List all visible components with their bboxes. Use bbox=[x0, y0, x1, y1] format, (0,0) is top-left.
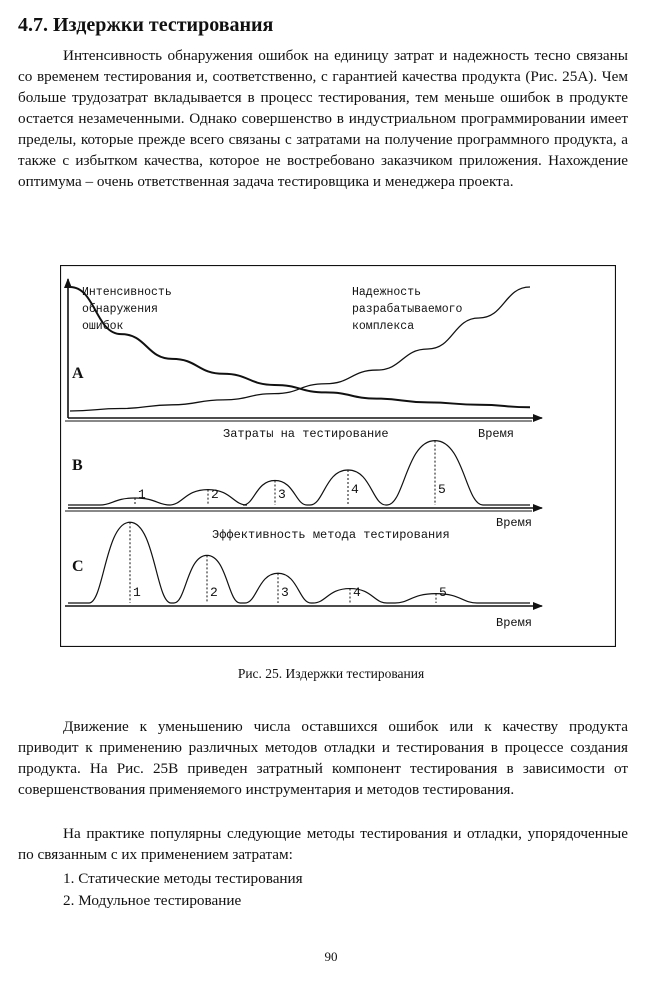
peak-number-label: 5 bbox=[439, 585, 447, 600]
panel-a bbox=[68, 279, 542, 418]
panel-c bbox=[65, 516, 542, 630]
intensity-label-3: ошибок bbox=[82, 320, 124, 333]
peak-number-label: 4 bbox=[351, 482, 359, 497]
reliability-label-2: разрабатываемого bbox=[352, 303, 463, 316]
peak-number-label: 4 bbox=[353, 585, 361, 600]
reliability-label-1: Надежность bbox=[352, 286, 422, 299]
paragraph-methods: Движение к уменьшению числа оставшихся ошибок или к качеству продукта приводит к применению различных методов отладки и тестирования в процессе создания продукта. На Рис. 25В приведен затратный компонент тестирования в зависимости от совершенствования применяемого инструментария и методов тестирования. bbox=[18, 718, 628, 798]
reliability-label-3: комплекса bbox=[352, 320, 415, 333]
costs-label: Затраты на тестирование bbox=[223, 427, 389, 441]
figure-caption: Рис. 25. Издержки тестирования bbox=[237, 666, 425, 681]
intensity-label-2: обнаружения bbox=[82, 303, 158, 316]
panel-c-time-label-top: Время bbox=[496, 516, 533, 530]
paragraph-practice: На практике популярны следующие методы тестирования и отладки, упорядоченные по связанным с их применением затратам: bbox=[18, 825, 628, 863]
peak-number-label: 2 bbox=[210, 585, 218, 600]
section-heading: 4.7. Издержки тестирования bbox=[18, 14, 274, 36]
figure-25 bbox=[60, 265, 616, 647]
peak-number-label: 1 bbox=[133, 585, 141, 600]
panel-a-label: A bbox=[72, 365, 84, 382]
peak-number-label: 1 bbox=[138, 487, 146, 502]
paragraph-intro: Интенсивность обнаружения ошибок на единицу затрат и надежность тесно связаны со временем тестирования и, соответственно, с гарантией качества продукта (Рис. 25А). Чем больше трудозатрат вкладывается в процесс тестирования, тем меньше ошибок в продукте остается незамеченными. Однако совершенство в индустриальном программировании имеет пределы, которые прежде всего связаны с затратами на получение программного продукта, а также с избытком качества, которое не востребовано заказчиком приложения. Нахождение оптимума – очень ответственная задача тестировщика и менеджера проекта. bbox=[18, 47, 628, 190]
page-number: 90 bbox=[324, 949, 338, 964]
peak-number-label: 2 bbox=[211, 487, 219, 502]
list-item: 2. Модульное тестирование bbox=[63, 892, 242, 909]
panel-b bbox=[68, 427, 542, 508]
intensity-label-1: Интенсивность bbox=[82, 286, 172, 299]
panel-c-label: C bbox=[72, 558, 84, 575]
efficiency-label: Эффективность метода тестирования bbox=[212, 528, 450, 542]
figure-frame bbox=[61, 266, 616, 647]
peak-number-label: 3 bbox=[281, 585, 289, 600]
panel-b-time-label: Время bbox=[478, 427, 515, 441]
panel-c-time-label-bottom: Время bbox=[496, 616, 533, 630]
peak-number-label: 5 bbox=[438, 482, 446, 497]
list-item: 1. Статические методы тестирования bbox=[63, 870, 303, 887]
peak-number-label: 3 bbox=[278, 487, 286, 502]
panel-b-label: B bbox=[72, 457, 83, 474]
